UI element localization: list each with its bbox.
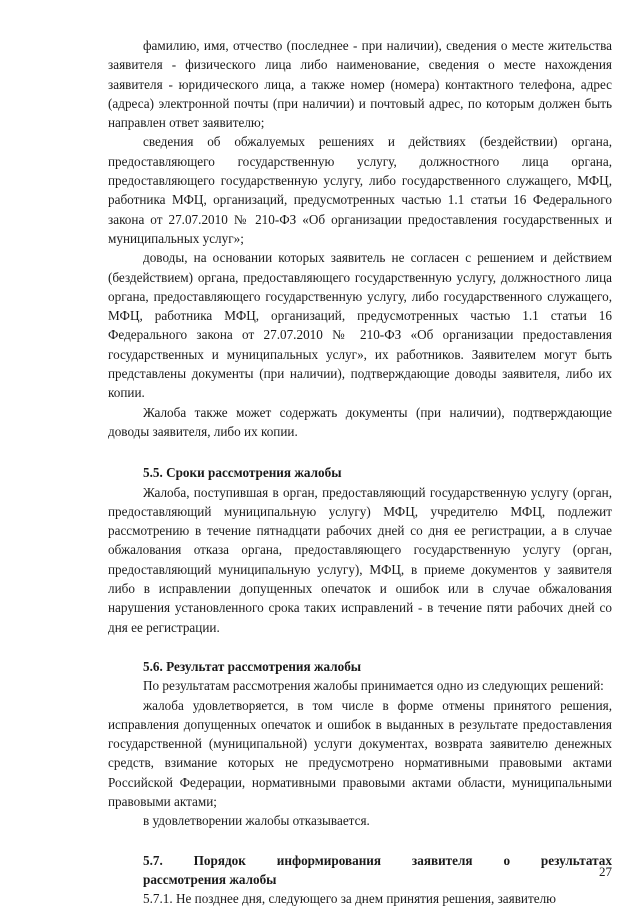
paragraph-review-terms: Жалоба, поступившая в орган, предоставляющий государственную услугу (орган, предоставляющий муниципальную услугу) МФЦ, учредителю МФЦ, подлежит рассмотрению в течение пятнадцати рабочих дней со дня ее регистрации, а в случае обжалования отказа органа, предоставляющего государственную услугу (орган, предоставляющий муниципальную услугу), МФЦ, в приеме документов у заявителя либо в исправлении допущенных опечаток и ошибок или в случае обжалования нарушения установленного срока таких исправлений - в течение пяти рабочих дней со дня ее регистрации. (108, 484, 612, 635)
heading-word: о (503, 852, 511, 868)
heading-word: информирования (276, 852, 382, 868)
heading-word: Порядок (193, 852, 246, 868)
paragraph-notification: 5.7.1. Не позднее дня, следующего за днем принятия решения, заявителю (143, 891, 557, 907)
heading-word: результатах (540, 852, 612, 868)
paragraph-decision-options: По результатам рассмотрения жалобы принимается одно из следующих решений: (143, 678, 604, 694)
paragraph-complaint-rejected: в удовлетворении жалобы отказывается. (143, 813, 370, 829)
document-page (108, 36, 612, 908)
paragraph-complaint-satisfied: жалоба удовлетворяется, в том числе в форме отмены принятого решения, исправления допущенных опечаток и ошибок в выданных в результате предоставления государственной (муниципальной) услуги документах, возврата заявителю денежных средств, взимание которых не предусмотрено нормативными правовыми актами Российской Федерации, нормативными правовыми актами области, муниципальными правовыми актами; (108, 697, 612, 809)
paragraph-applicant-details: фамилию, имя, отчество (последнее - при наличии), сведения о месте жительства заявителя - физического лица либо наименование, сведения о месте нахождения заявителя - юридического лица, а также номер (номера) контактного телефона, адрес (адреса) электронной почты (при наличии) и почтовый адрес, по которым должен быть направлен ответ заявителю; (108, 38, 612, 131)
section-heading-5-7-line1 (108, 851, 612, 870)
paragraph-arguments: доводы, на основании которых заявитель не согласен с решением и действием (бездействием) органа, предоставляющего государственную услугу, должностного лица органа, предоставляющего государственную услугу, либо государственного служащего, МФЦ, работника МФЦ, организаций, предусмотренных частью 1.1 статьи 16 Федерального закона от 27.07.2010 № 210-ФЗ «Об организации предоставления государственных и муниципальных услуг», их работников. Заявителем могут быть представлены документы (при наличии), подтверждающие доводы заявителя, либо их копии. (108, 250, 612, 401)
section-heading-5-6: 5.6. Результат рассмотрения жалобы (143, 658, 362, 674)
paragraph-appealed-decisions: сведения об обжалуемых решениях и действиях (бездействии) органа, предоставляющего государственную услугу, должностного лица органа, предоставляющего государственную услугу, либо государственного служащего, МФЦ, работника МФЦ, организаций, предусмотренных частью 1.1 статьи 16 Федерального закона от 27.07.2010 № 210-ФЗ «Об организации предоставления государственных и муниципальных услуг»; (108, 134, 612, 246)
section-heading-5-7 (108, 851, 612, 890)
section-gap (108, 637, 612, 657)
section-heading-5-7-line2: рассмотрения жалобы (143, 871, 277, 887)
section-gap (108, 441, 612, 463)
section-heading-5-5: 5.5. Сроки рассмотрения жалобы (143, 465, 342, 481)
page-number: 27 (599, 864, 612, 879)
heading-word: 5.7. (143, 852, 163, 868)
section-gap (108, 831, 612, 851)
paragraph-complaint-documents: Жалоба также может содержать документы (при наличии), подтверждающие доводы заявителя, либо их копии. (108, 404, 612, 439)
heading-word: заявителя (411, 852, 473, 868)
